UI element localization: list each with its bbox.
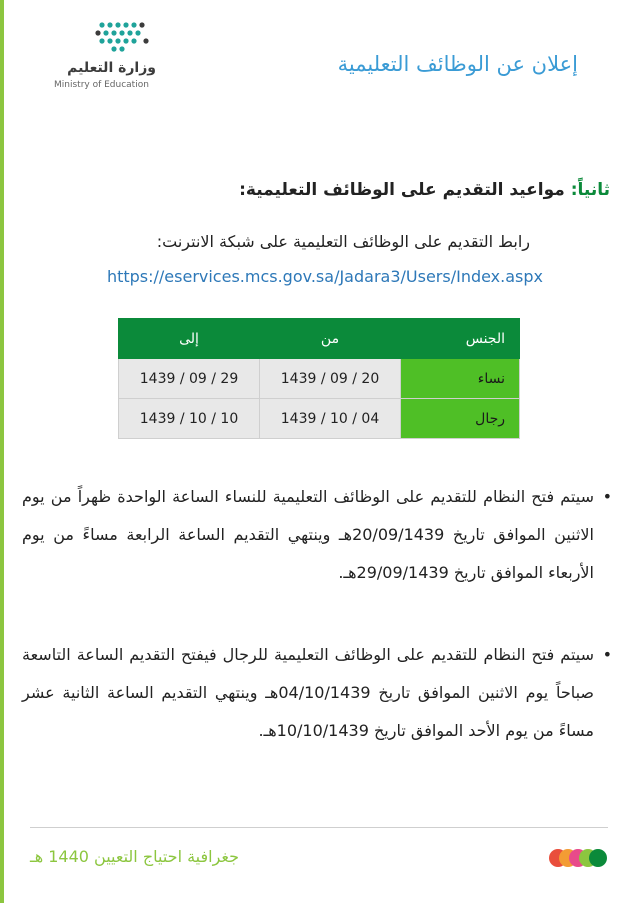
schedule-notes — [22, 478, 612, 794]
ministry-logo — [52, 18, 156, 94]
bullet-dot: • — [602, 487, 612, 506]
list-item — [22, 478, 612, 592]
section-ordinal: ثانياً: — [570, 180, 610, 200]
footer-suffix: هـ — [30, 847, 44, 866]
left-accent-bar — [0, 0, 4, 903]
footer-divider — [30, 827, 608, 828]
table-row — [119, 359, 520, 399]
header-gender: الجنس — [401, 319, 520, 359]
link-label: رابط التقديم على الوظائف التعليمية على شبكة الانترنت: — [156, 232, 530, 251]
footer-title — [30, 847, 239, 866]
application-link[interactable]: https://eservices.mcs.gov.sa/Jadara3/Users/Index.aspx — [106, 267, 543, 286]
table-row — [119, 399, 520, 439]
logo-english-text: Ministry of Education — [54, 80, 149, 90]
header-to: إلى — [119, 319, 260, 359]
logo-emblem-icon — [52, 18, 156, 60]
logo-arabic-text: وزارة التعليم — [67, 60, 156, 76]
row-gender: رجال — [401, 399, 520, 439]
section-heading — [239, 180, 610, 200]
table-header-row — [119, 319, 520, 359]
footer-year: 1440 — [48, 847, 89, 866]
bullet-text: سيتم فتح النظام للتقديم على الوظائف التعليمية للرجال فيفتح التقديم الساعة التاسعة صباحاً يوم الاثنين الموافق تاريخ 04/10/1439هـ وينتهي التقديم الساعة الثانية عشر مساءً من يوم الأحد الموافق تاريخ 10/10/1439هـ. — [22, 645, 595, 740]
row-to-date: 1439 / 10 / 10 — [119, 399, 260, 439]
footer-title-text: جغرافية احتياج التعيين — [94, 847, 240, 866]
section-heading-text: مواعيد التقديم على الوظائف التعليمية: — [239, 180, 571, 200]
bullet-dot: • — [602, 645, 612, 664]
bullet-text: سيتم فتح النظام للتقديم على الوظائف التعليمية للنساء الساعة الواحدة ظهراً من يوم الاثنين الموافق تاريخ 20/09/1439هـ وينتهي التقديم الساعة الرابعة مساءً من يوم الأربعاء الموافق تاريخ 29/09/1439هـ. — [22, 487, 594, 582]
row-gender: نساء — [401, 359, 520, 399]
row-from-date: 1439 / 09 / 20 — [260, 359, 401, 399]
row-to-date: 1439 / 09 / 29 — [119, 359, 260, 399]
page-title: إعلان عن الوظائف التعليمية — [337, 52, 578, 76]
color-dots-icon — [548, 848, 608, 868]
row-from-date: 1439 / 10 / 04 — [260, 399, 401, 439]
header-from: من — [260, 319, 401, 359]
schedule-table — [118, 318, 520, 439]
list-item — [22, 636, 612, 750]
